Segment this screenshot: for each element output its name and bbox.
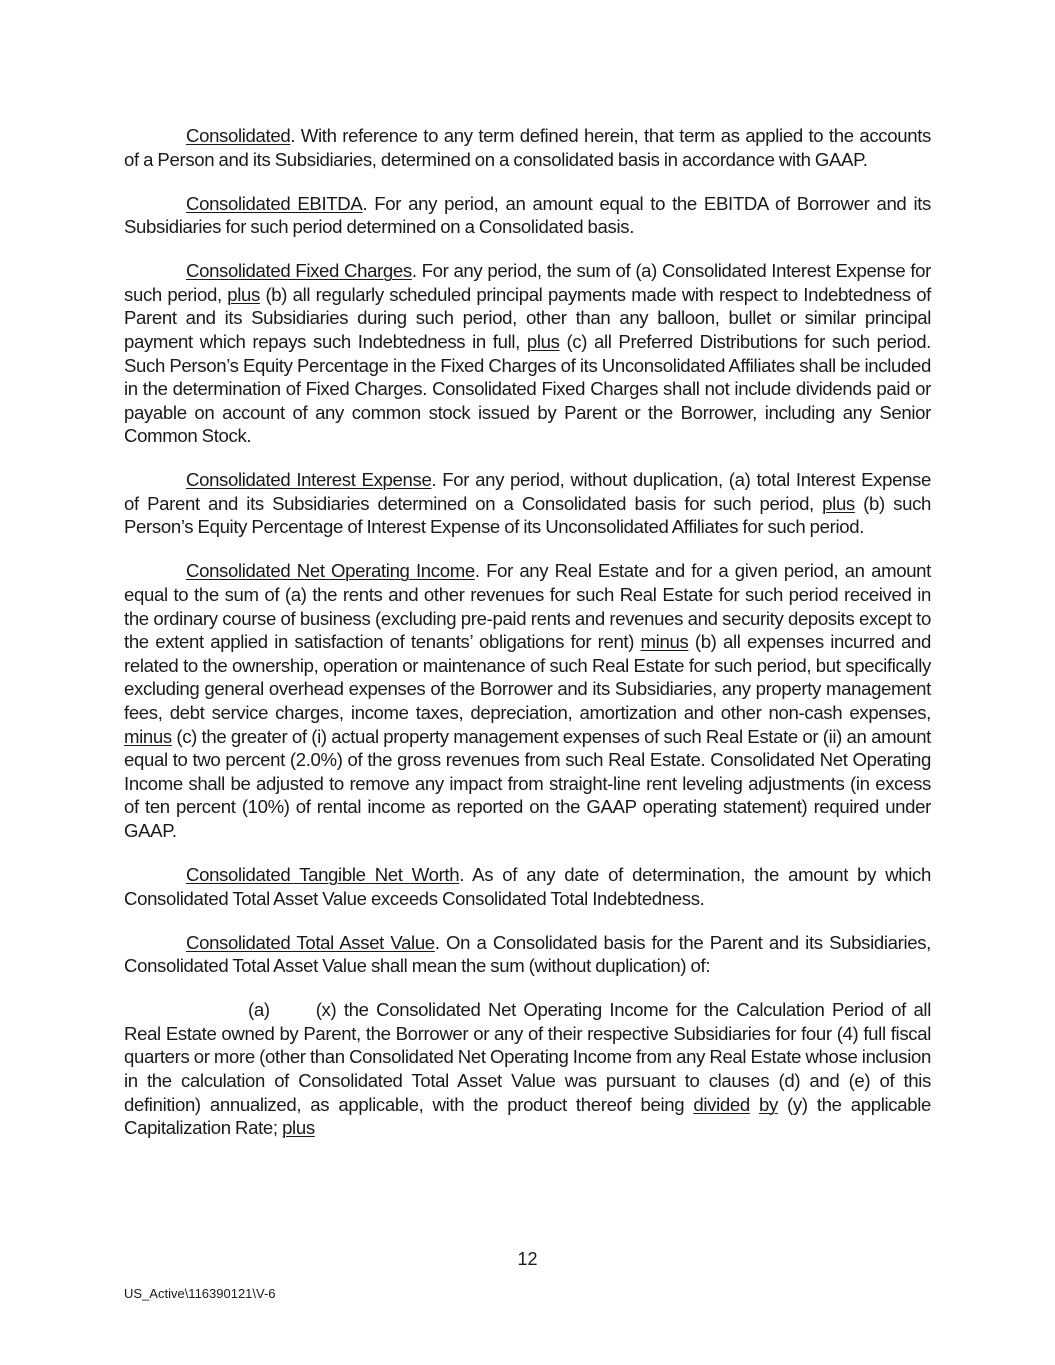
text-run: (c) the greater of (i) actual property management expenses of such Real Estate or (ii) an amount equal to two percent (2.0%) of the gross revenues from such Real Estate. Consolidated Net Operating Income shall be adjusted to remove any impact from straight-line rent leveling adjustments (in excess of ten percent (10%) of rental income as reported on the GAAP operating statement) required under GAAP.	[124, 725, 931, 841]
defined-term: Consolidated Net Operating Income	[186, 560, 475, 582]
text-run: . For any Real Estate and for a given period, an amount equal to the sum of (a) the rents and other revenues for such Real Estate for such period received in the ordinary course of business (excluding pre-paid rents and revenues and security deposits except to the extent applied in satisfaction of tenants’ obligations for rent)	[124, 560, 931, 653]
text-run	[750, 1094, 759, 1115]
defined-term: Consolidated Total Asset Value	[186, 931, 435, 953]
paragraph-consolidated-net-operating-income	[124, 559, 931, 842]
text-run: (b) all regularly scheduled principal payments made with respect to Indebtedness of Parent and its Subsidiaries during such period, other than any balloon, bullet or similar principal payment which repays such Indebtedness in full,	[124, 283, 931, 352]
document-body	[124, 124, 931, 1160]
paragraph-consolidated-total-asset-value	[124, 931, 931, 978]
defined-term: Consolidated Tangible Net Worth	[186, 863, 460, 885]
text-run: (a)	[248, 999, 270, 1021]
underlined-term: divided	[693, 1093, 750, 1115]
paragraph-consolidated	[124, 124, 931, 171]
defined-term: Consolidated EBITDA	[186, 192, 363, 214]
defined-term: Consolidated Interest Expense	[186, 469, 432, 491]
text-run: . As of any date of determination, the amount by which Consolidated Total Asset Value exceeds Consolidated Total Indebtedness.	[124, 863, 931, 909]
paragraph-consolidated-tangible-net-worth	[124, 863, 931, 910]
text-run: (y) the applicable Capitalization Rate;	[124, 1093, 931, 1139]
text-run: . With reference to any term defined herein, that term as applied to the accounts of a Person and its Subsidiaries, determined on a consolidated basis in accordance with GAAP.	[124, 125, 931, 170]
text-run: (c) all Preferred Distributions for such period. Such Person’s Equity Percentage in the Fixed Charges of its Unconsolidated Affiliates shall be included in the determination of Fixed Charges. Consolidated Fixed Charges shall not include dividends paid or payable on account of any common stock issued by Parent or the Borrower, including any Senior Common Stock.	[124, 330, 932, 447]
defined-term: Consolidated	[186, 125, 291, 146]
text-run: . For any period, without duplication, (a) total Interest Expense of Parent and its Subsidiaries determined on a Consolidated basis for such period,	[124, 469, 931, 514]
paragraph-clause-a	[124, 998, 931, 1140]
text-run: . On a Consolidated basis for the Parent and its Subsidiaries, Consolidated Total Asset Value shall mean the sum (without duplication) of:	[124, 931, 931, 977]
text-run: . For any period, the sum of (a) Consolidated Interest Expense for such period,	[124, 260, 931, 305]
text-run: (b) all expenses incurred and related to the ownership, operation or maintenance of such Real Estate for such period, but specifically excluding general overhead expenses of the Borrower and its Subsidiaries, any property management fees, debt service charges, income taxes, depreciation, amortization and other non-cash expenses,	[124, 631, 932, 724]
document-id-footer: US_Active\116390121\V-6	[124, 1286, 276, 1301]
page-number: 12	[517, 1249, 538, 1269]
text-run: (b) such Person’s Equity Percentage of Interest Expense of its Unconsolidated Affiliates for such period.	[124, 492, 932, 538]
underlined-term: plus	[526, 330, 560, 352]
defined-term: Consolidated Fixed Charges	[186, 260, 412, 282]
paragraph-consolidated-interest-expense	[124, 468, 931, 539]
text-run: . For any period, an amount equal to the EBITDA of Borrower and its Subsidiaries for such period determined on a Consolidated basis.	[124, 192, 931, 238]
underlined-term: plus	[227, 283, 260, 305]
text-run: (x) the Consolidated Net Operating Income for the Calculation Period of all Real Estate owned by Parent, the Borrower or any of their respective Subsidiaries for four (4) full fiscal quarters or more (other than Consolidated Net Operating Income from any Real Estate whose inclusion in the calculation of Consolidated Total Asset Value was pursuant to clauses (d) and (e) of this definition) annualized, as applicable, with the product thereof being	[124, 999, 931, 1115]
paragraph-consolidated-fixed-charges	[124, 259, 931, 448]
underlined-term: plus	[282, 1117, 315, 1139]
underlined-term: minus	[124, 725, 172, 747]
underlined-term: by	[758, 1093, 778, 1115]
paragraph-consolidated-ebitda	[124, 192, 931, 239]
underlined-term: plus	[822, 492, 855, 514]
underlined-term: minus	[640, 631, 689, 653]
